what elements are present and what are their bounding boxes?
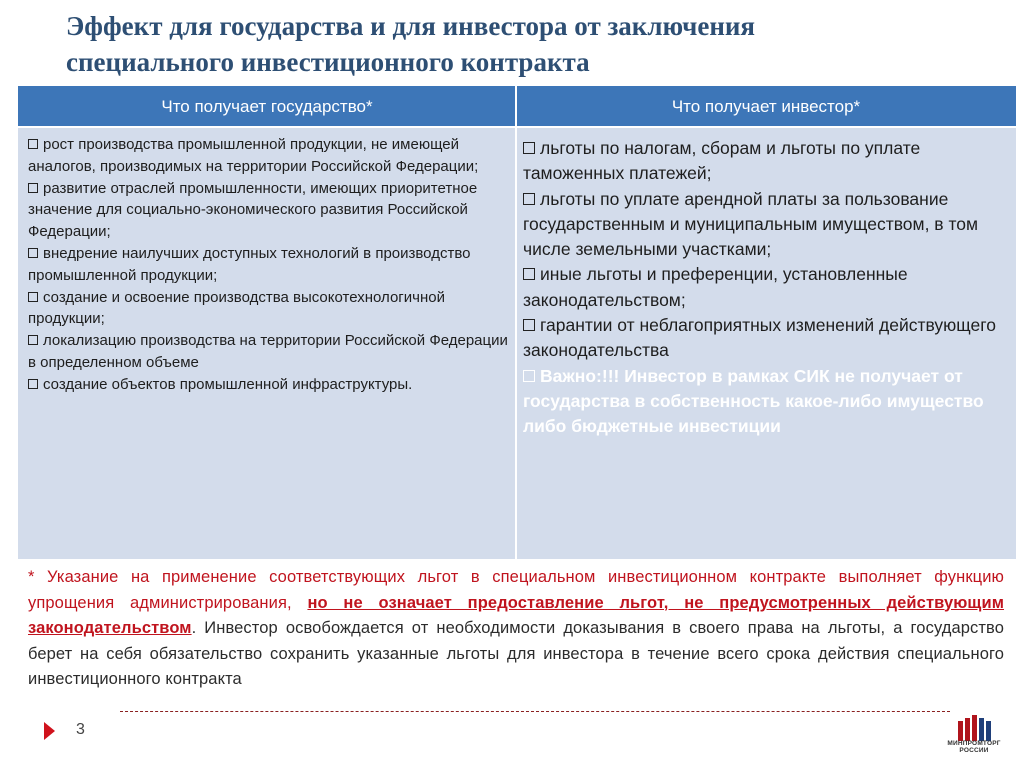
list-item-text: гарантии от неблагоприятных изменений действующего законодательства [523, 315, 996, 361]
list-item [28, 178, 510, 243]
footnote-text-end: . Инвестор освобождается от необходимости доказывания в своего права на льготы, а государство берет на себя обязательство сохранить указанные льготы для инвестора в течение всего срока действия специального инвестиционного контракта [28, 619, 1004, 688]
logo-text: МИНПРОМТОРГ РОССИИ [947, 740, 1001, 754]
checkbox-bullet-icon [523, 268, 535, 280]
footnote-text-start: * Указание на применение соответствующих льгот в специальном инвестиционном контракте выполняет функцию упрощения администрирования, [28, 568, 1004, 612]
checkbox-bullet-icon [28, 183, 38, 193]
list-item [523, 136, 1003, 187]
list-item-text: рост производства промышленной продукции, не имеющей аналогов, производимых на территории Российской Федерации; [28, 136, 479, 175]
checkbox-bullet-icon [523, 193, 535, 205]
checkbox-bullet-icon [523, 142, 535, 154]
header-divider [18, 126, 1016, 128]
list-item [523, 187, 1003, 263]
important-note [523, 364, 1003, 440]
table-header [18, 86, 1016, 128]
checkbox-bullet-icon [28, 248, 38, 258]
important-note-text: Важно:!!! Инвестор в рамках СИК не получает от государства в собственность какое-либо имущество либо бюджетные инвестиции [523, 365, 984, 437]
arrow-right-icon [44, 722, 55, 740]
checkbox-bullet-icon [28, 379, 38, 389]
slide-title-line-1: Эффект для государства и для инвестора от заключения [66, 11, 756, 41]
dashed-divider [120, 711, 950, 712]
column-divider [515, 86, 517, 559]
list-item-text: иные льготы и преференции, установленные законодательством; [523, 264, 908, 310]
checkbox-bullet-icon [523, 319, 535, 331]
list-item-text: льготы по уплате арендной платы за пользование государственным и муниципальным имуществом, в том числе земельными участками; [523, 188, 979, 260]
list-item-text: локализацию производства на территории Российской Федерации в определенном объеме [28, 332, 508, 371]
list-item-text: внедрение наилучших доступных технологий в производство промышленной продукции; [28, 244, 471, 284]
list-item-text: развитие отраслей промышленности, имеющих приоритетное значение для социально-экономического развития Российской Федерации; [28, 179, 478, 241]
list-item-text: создание и освоение производства высокотехнологичной продукции; [28, 288, 445, 328]
header-state: Что получает государство* [161, 97, 373, 116]
slide-title [66, 8, 966, 80]
header-investor: Что получает инвестор* [671, 97, 861, 116]
minpromtorg-logo-icon [942, 715, 1004, 763]
footnote-emphasis: но не означает предоставление льгот, не предусмотренных действующим законодательством [28, 593, 1005, 637]
list-item [523, 313, 1003, 364]
checkbox-bullet-icon [28, 335, 38, 345]
checkbox-bullet-icon [28, 139, 38, 149]
list-item-text: создание объектов промышленной инфраструктуры. [43, 375, 413, 393]
list-item [28, 134, 510, 178]
checkbox-bullet-icon [28, 292, 38, 302]
page-number: 3 [76, 721, 85, 738]
list-item-text: льготы по налогам, сборам и льготы по уплате таможенных платежей; [523, 138, 921, 184]
state-benefits-list [28, 134, 510, 396]
list-item [28, 287, 510, 331]
comparison-table [18, 86, 1016, 559]
list-item [28, 374, 510, 396]
list-item [523, 262, 1003, 313]
checkbox-bullet-icon [523, 370, 535, 382]
list-item [28, 243, 510, 287]
list-item [28, 330, 510, 374]
footnote [28, 565, 1004, 693]
slide-title-line-2: специального инвестиционного контракта [66, 47, 590, 77]
investor-benefits-list [523, 136, 1003, 440]
